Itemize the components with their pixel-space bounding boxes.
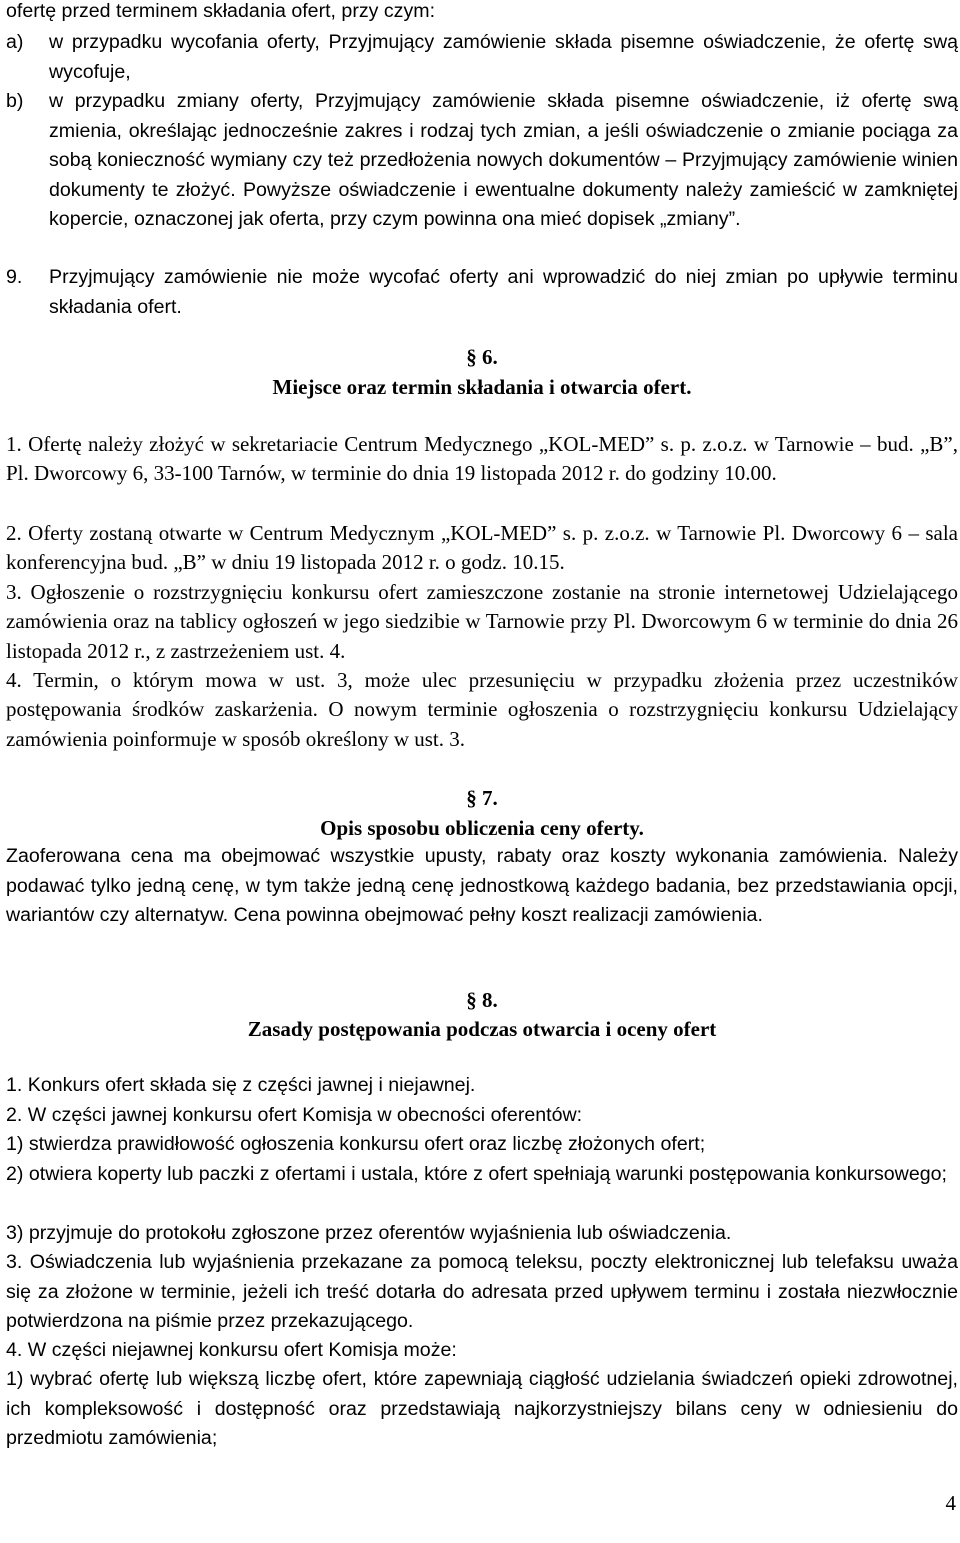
intro-line: ofertę przed terminem składania ofert, przy czym: xyxy=(6,0,436,22)
paragraph-9-marker: 9. xyxy=(6,266,23,288)
section-8-paragraph-2: 2. W części jawnej konkursu ofert Komisja w obecności oferentów: xyxy=(6,1104,583,1126)
section-8-item-2-3: 3) przyjmuje do protokołu zgłoszone przez oferentów wyjaśnienia lub oświadczenia. xyxy=(6,1222,732,1244)
section-6-paragraph-1: 1. Ofertę należy złożyć w sekretariacie Centrum Medycznego „KOL-MED” s. p. z.o.z. w Tarnowie – bud. „B”, Pl. Dworcowy 6, 33-100 Tarnów, w terminie do dnia 19 listopada 2012 r. do godziny 10.00. xyxy=(6,432,958,486)
page-number: 4 xyxy=(945,1491,956,1515)
section-6-title: Miejsce oraz termin składania i otwarcia ofert. xyxy=(272,375,692,399)
section-6-number: § 6. xyxy=(466,345,498,369)
section-7-title: Opis sposobu obliczenia ceny oferty. xyxy=(320,816,644,840)
paragraph-9-text: Przyjmujący zamówienie nie może wycofać oferty ani wprowadzić do niej zmian po upływie terminu składania ofert. xyxy=(49,266,958,318)
section-8-paragraph-3: 3. Oświadczenia lub wyjaśnienia przekazane za pomocą teleksu, poczty elektronicznej lub telefaksu uważa się za złożone w terminie, jeżeli ich treść dotarła do adresata przed upływem terminu i została niezwłocznie potwierdzona na piśmie przez przekazującego. xyxy=(6,1251,958,1333)
section-8-item-4-1: 1) wybrać ofertę lub większą liczbę ofert, które zapewniają ciągłość udzielania świadczeń opieki zdrowotnej, ich kompleksowość i dostępność oraz przedstawiają najkorzystniejszy bilans ceny w odniesieniu do przedmiotu zamówienia; xyxy=(6,1368,958,1450)
list-item-a xyxy=(6,28,958,87)
list-item-b xyxy=(6,87,958,235)
section-6-paragraph-4: 4. Termin, o którym mowa w ust. 3, może ulec przesunięciu w przypadku złożenia przez uczestników postępowania środków zaskarżenia. O nowym terminie ogłoszenia o rozstrzygnięciu konkursu Udzielający zamówienia poinformuje w sposób określony w ust. 3. xyxy=(6,668,958,751)
section-6-paragraph-2: 2. Oferty zostaną otwarte w Centrum Medycznym „KOL-MED” s. p. z.o.z. w Tarnowie Pl. Dworcowy 6 – sala konferencyjna bud. „B” w dniu 19 listopada 2012 r. o godz. 10.15. xyxy=(6,521,958,575)
list-text-b: w przypadku zmiany oferty, Przyjmujący zamówienie składa pisemne oświadczenie, iż ofertę swą zmienia, określając jednocześnie zakres i rodzaj tych zmian, a jeśli oświadczenie o zmianie pociąga za sobą konieczność wymiany czy też przedłożenia nowych dokumentów – Przyjmujący zamówienie winien dokumenty te złożyć. Powyższe oświadczenie i ewentualne dokumenty należy zamieścić w zamkniętej kopercie, oznaczonej jak oferta, przy czym powinna ona mieć dopisek „zmiany”. xyxy=(49,90,958,231)
section-8-paragraph-1: 1. Konkurs ofert składa się z części jawnej i niejawnej. xyxy=(6,1074,476,1096)
list-marker-b: b) xyxy=(6,90,24,112)
section-8-item-2-1: 1) stwierdza prawidłowość ogłoszenia konkursu ofert oraz liczbę złożonych ofert; xyxy=(6,1133,706,1155)
section-8-paragraph-4: 4. W części niejawnej konkursu ofert Komisja może: xyxy=(6,1339,457,1361)
section-8-title: Zasady postępowania podczas otwarcia i oceny ofert xyxy=(247,1017,717,1041)
paragraph-9 xyxy=(6,263,958,322)
section-7-number: § 7. xyxy=(466,786,498,810)
list-marker-a: a) xyxy=(6,31,24,53)
section-6-paragraph-3: 3. Ogłoszenie o rozstrzygnięciu konkursu ofert zamieszczone zostanie na stronie internetowej Udzielającego zamówienia oraz na tablicy ogłoszeń w jego siedzibie w Tarnowie przy Pl. Dworcowym 6 w terminie do dnia 26 listopada 2012 r., z zastrzeżeniem ust. 4. xyxy=(6,580,958,663)
section-7-text: Zaoferowana cena ma obejmować wszystkie upusty, rabaty oraz koszty wykonania zamówienia. Należy podawać tylko jedną cenę, w tym także jedną cenę jednostkową każdego badania, bez przedstawiania opcji, wariantów czy alternatyw. Cena powinna obejmować pełny koszt realizacji zamówienia. xyxy=(6,845,958,927)
section-8-number: § 8. xyxy=(466,988,498,1012)
list-text-a: w przypadku wycofania oferty, Przyjmujący zamówienie składa pisemne oświadczenie, że ofertę swą wycofuje, xyxy=(49,31,958,83)
section-8-item-2-2: 2) otwiera koperty lub paczki z ofertami i ustala, które z ofert spełniają warunki postępowania konkursowego; xyxy=(6,1163,947,1185)
